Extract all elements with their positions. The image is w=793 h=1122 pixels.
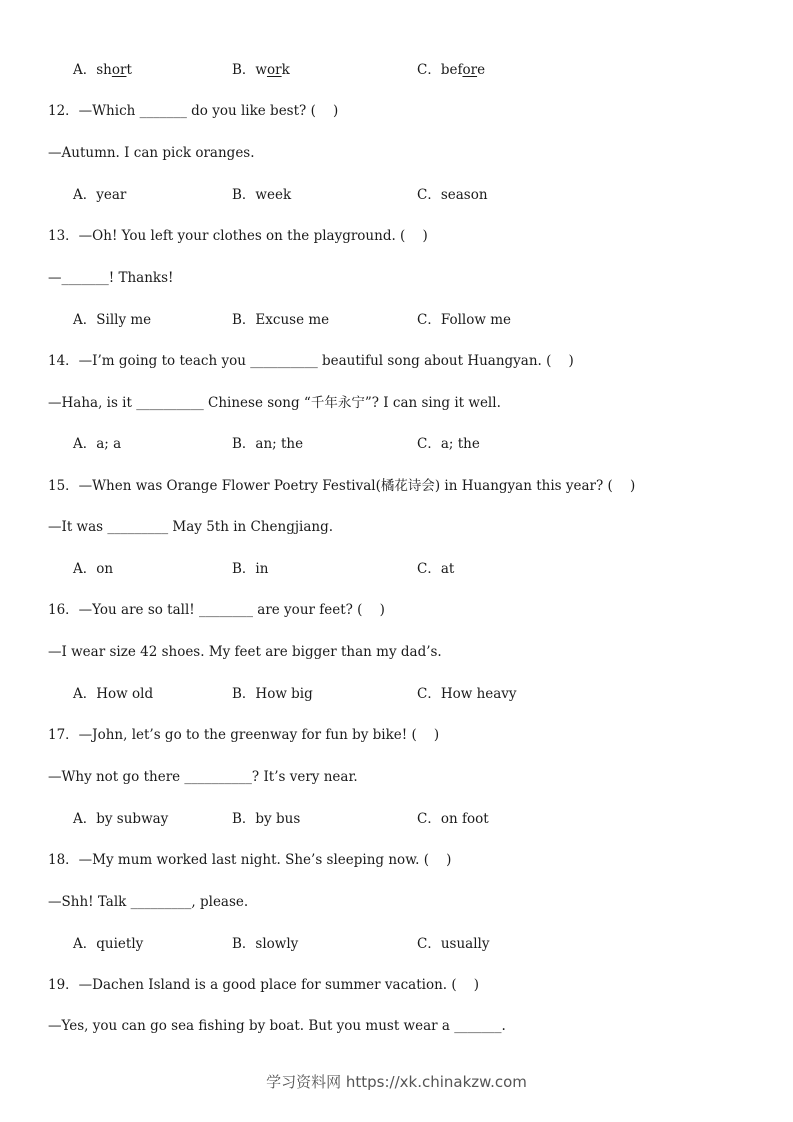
q16-dialogue-reply: —I wear size 42 shoes. My feet are bigger than my dad’s.	[48, 644, 442, 660]
q12-dialogue-reply: —Autumn. I can pick oranges.	[48, 145, 255, 161]
q18-option-a[interactable]: A．quietly	[73, 936, 144, 952]
q18-question: 18．—My mum worked last night. She’s sleeping now. ( )	[48, 852, 452, 868]
q11-option-a[interactable]: A．short	[73, 62, 132, 78]
q11-option-b[interactable]: B．work	[232, 62, 290, 78]
q16-option-c[interactable]: C．How heavy	[417, 686, 517, 702]
q16-option-a[interactable]: A．How old	[73, 686, 154, 702]
q12-option-c[interactable]: C．season	[417, 187, 488, 203]
q14-dialogue-reply: —Haha, is it __________ Chinese song “千年永宁”? I can sing it well.	[48, 395, 501, 411]
q15-question: 15．—When was Orange Flower Poetry Festival(橘花诗会) in Huangyan this year? ( )	[48, 478, 636, 494]
q14-option-a[interactable]: A．a; a	[73, 436, 122, 452]
q13-dialogue-reply: —_______! Thanks!	[48, 270, 174, 286]
q18-options	[73, 935, 753, 953]
q18-option-b[interactable]: B．slowly	[232, 936, 299, 952]
q15-dialogue-reply: —It was _________ May 5th in Chengjiang.	[48, 519, 334, 535]
q15-option-a[interactable]: A．on	[73, 561, 114, 577]
q17-option-a[interactable]: A．by subway	[73, 811, 169, 827]
q13-option-c[interactable]: C．Follow me	[417, 312, 511, 328]
q16-question: 16．—You are so tall! ________ are your feet? ( )	[48, 602, 385, 618]
q14-options	[73, 435, 753, 453]
q14-question: 14．—I’m going to teach you __________ beautiful song about Huangyan. ( )	[48, 353, 574, 369]
q17-dialogue-reply: —Why not go there __________? It’s very near.	[48, 769, 358, 785]
q12-option-a[interactable]: A．year	[73, 187, 127, 203]
q13-option-b[interactable]: B．Excuse me	[232, 312, 330, 328]
footer-watermark[interactable]: 学习资料网 https://xk.chinakzw.com	[266, 1073, 527, 1091]
q11-option-c[interactable]: C．before	[417, 62, 486, 78]
q15-option-c[interactable]: C．at	[417, 561, 455, 577]
q18-option-c[interactable]: C．usually	[417, 936, 490, 952]
q14-option-b[interactable]: B．an; the	[232, 436, 304, 452]
q18-dialogue-reply: —Shh! Talk _________, please.	[48, 894, 249, 910]
q19-dialogue-reply: —Yes, you can go sea fishing by boat. But you must wear a _______.	[48, 1018, 506, 1034]
q11-options	[73, 61, 753, 79]
q15-option-b[interactable]: B．in	[232, 561, 269, 577]
q19-question: 19．—Dachen Island is a good place for summer vacation. ( )	[48, 977, 480, 993]
q14-option-c[interactable]: C．a; the	[417, 436, 480, 452]
q12-options	[73, 186, 753, 204]
q12-option-b[interactable]: B．week	[232, 187, 292, 203]
q16-options	[73, 685, 753, 703]
q13-option-a[interactable]: A．Silly me	[73, 312, 152, 328]
q17-option-b[interactable]: B．by bus	[232, 811, 301, 827]
q17-option-c[interactable]: C．on foot	[417, 811, 489, 827]
q17-options	[73, 810, 753, 828]
q17-question: 17．—John, let’s go to the greenway for fun by bike! ( )	[48, 727, 440, 743]
q13-options	[73, 311, 753, 329]
q15-options	[73, 560, 753, 578]
q12-question: 12．—Which _______ do you like best? ( )	[48, 103, 339, 119]
q16-option-b[interactable]: B．How big	[232, 686, 313, 702]
q13-question: 13．—Oh! You left your clothes on the playground. ( )	[48, 228, 428, 244]
